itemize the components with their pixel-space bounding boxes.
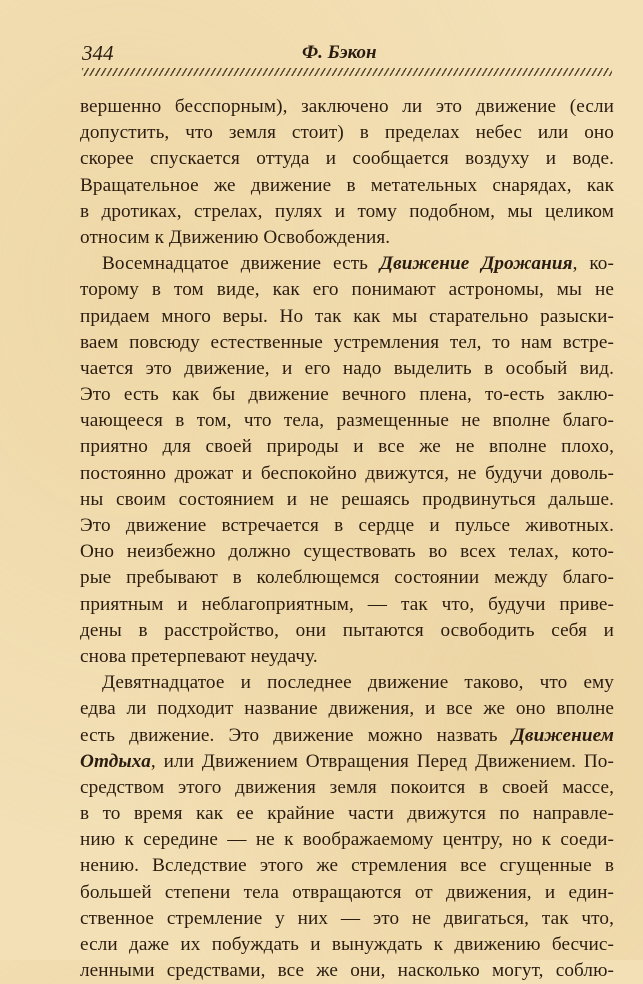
text-line: приятно для своей природы и все же не вполне плохо, [80, 436, 614, 458]
text-line: скорее спускается оттуда и сообщается воздуху и воде. [80, 148, 614, 170]
text-line [80, 749, 614, 775]
text-line: Вращательное же движение в метательных снарядах, как [80, 174, 614, 196]
text-line: допустить, что земля стоит) в пределах небес или оно [80, 122, 614, 144]
page-number: 344 [82, 41, 114, 65]
text-run: есть движение. Это движение можно назвать [80, 724, 512, 746]
text-line: большей степени тела отвращаются от движения, и един- [80, 881, 614, 903]
text-run: , или Движением Отвращения Перед Движением. По- [150, 750, 614, 772]
text-line: едва ли подходит название движения, и все же оно вполне [80, 698, 614, 720]
running-title: Ф. Бэкон [302, 42, 377, 63]
text-line: Это есть как бы движение вечного плена, то-есть заклю- [80, 384, 614, 406]
emphasis-text: Движение Дрожания [379, 253, 573, 275]
text-line: ны своим состоянием и не решаясь продвинуться дальше. [80, 488, 614, 510]
text-line [80, 723, 614, 749]
text-line: ваем повсюду естественные устремления тел, то нам встре- [80, 331, 614, 353]
text-line: в дротиках, стрелах, пулях и тому подобном, мы целиком [80, 200, 614, 222]
text-line: нию к середине — не к воображаемому центру, но к соеди- [80, 829, 614, 851]
text-line: вершенно бесспорным), заключено ли это движение (если [80, 96, 614, 117]
text-line: дены в расстройство, они пытаются освободить себя и [80, 619, 614, 641]
text-body [80, 94, 614, 984]
paragraph-1 [80, 94, 614, 251]
text-line: чающееся в том, что тела, размещенные не вполне благо- [80, 410, 614, 432]
text-line: снова претерпевают неудачу. [80, 645, 318, 667]
emphasis-text: Отдыха [80, 750, 151, 772]
paragraph-2 [80, 251, 614, 670]
text-line: приятным и неблагоприятным, — так что, будучи приве- [80, 593, 614, 615]
text-line: чается это движение, и его надо выделить в особый вид. [80, 357, 614, 379]
text-line: торому в том виде, как его понимают астрономы, мы не [80, 279, 614, 301]
text-line: придаем много веры. Но так как мы старательно разыски- [80, 305, 614, 327]
text-line: средством этого движения земля покоится в своей массе, [80, 776, 614, 798]
text-run: , ко- [572, 253, 614, 275]
text-line: если даже их побуждать и вынуждать к движению бесчис- [80, 934, 614, 955]
text-line: постоянно дрожат и беспокойно движутся, не будучи доволь- [80, 462, 614, 484]
running-head [82, 40, 612, 68]
text-line: рые пребывают в колеблющемся состоянии между благо- [80, 567, 614, 589]
text-line: в то время как ее крайние части движутся по направле- [80, 803, 614, 825]
text-line: Это движение встречается в сердце и пульсе животных. [80, 515, 614, 536]
text-run: Восемнадцатое движение есть [102, 253, 380, 275]
text-line: ственное стремление у них — это не двигаться, так что, [80, 907, 614, 929]
paragraph-3 [80, 670, 614, 984]
text-line: нению. Вследствие этого же стремления все сгущенные в [80, 855, 614, 877]
text-line: относим к Движению Освобождения. [80, 226, 391, 248]
emphasis-text: Движением [511, 724, 614, 746]
text-line [80, 251, 614, 277]
ornamental-rule [82, 68, 612, 76]
text-line: ленными средствами, все же они, насколько могут, соблю- [80, 960, 614, 982]
text-line: Оно неизбежно должно существовать во всех телах, кото- [80, 541, 614, 563]
text-line: Девятнадцатое и последнее движение таково, что ему [102, 672, 614, 694]
